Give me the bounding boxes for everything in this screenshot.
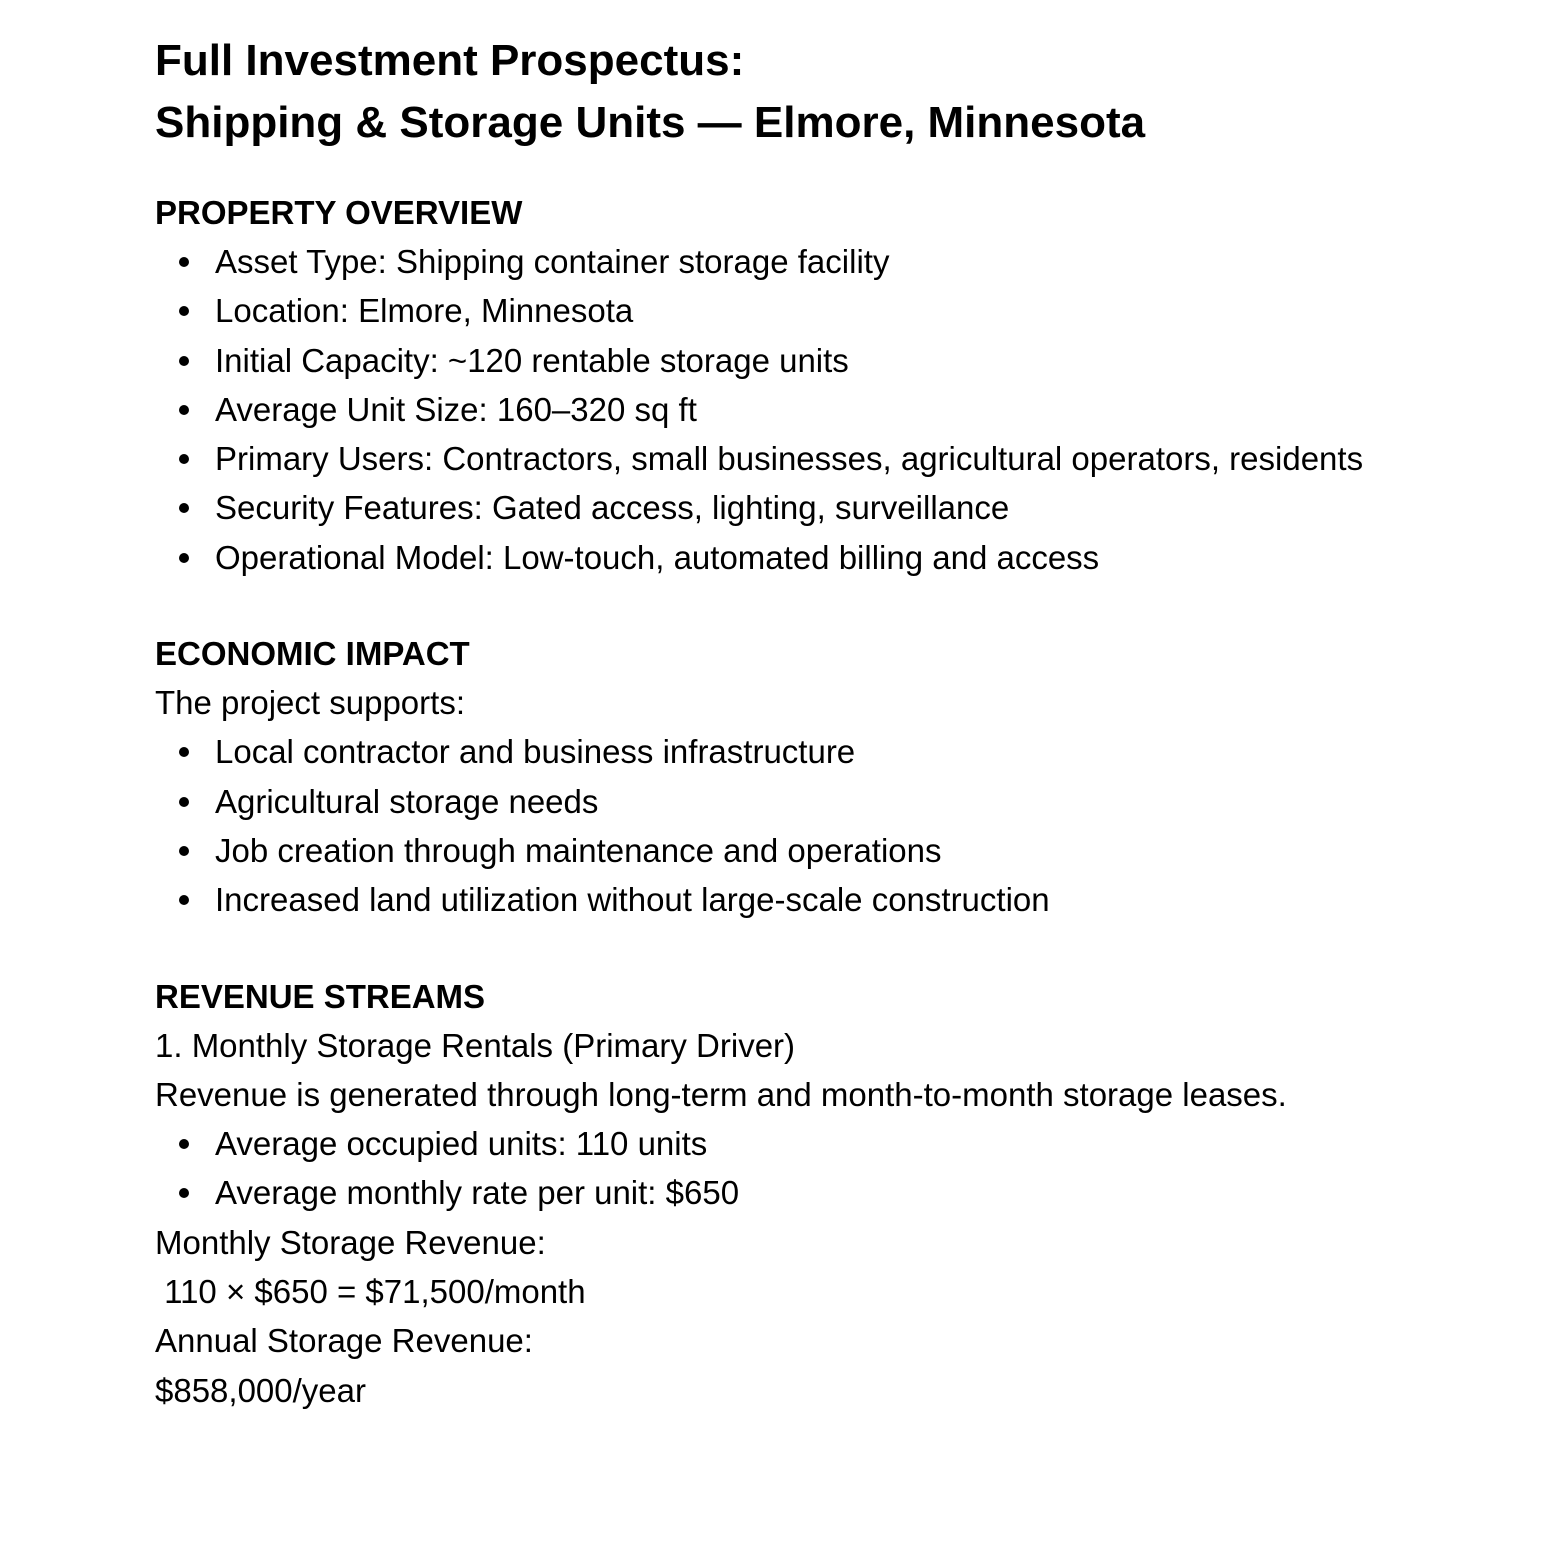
economic-impact-heading: ECONOMIC IMPACT bbox=[155, 635, 470, 673]
bullet-icon bbox=[179, 356, 189, 366]
list-item-text: Location: Elmore, Minnesota bbox=[215, 292, 634, 330]
bullet-icon bbox=[179, 553, 189, 563]
list-item-text: Agricultural storage needs bbox=[215, 782, 599, 820]
bullet-icon bbox=[179, 846, 189, 856]
list-item bbox=[155, 483, 1415, 532]
economic-impact-list bbox=[155, 727, 1415, 924]
bullet-icon bbox=[179, 306, 189, 316]
monthly-revenue-calculation: 110 × $650 = $71,500/month bbox=[155, 1273, 586, 1311]
list-item-text: Security Features: Gated access, lighting, surveillance bbox=[215, 489, 1010, 527]
revenue-streams-section bbox=[155, 972, 1415, 1415]
bullet-icon bbox=[179, 503, 189, 513]
annual-revenue-label: Annual Storage Revenue: bbox=[155, 1322, 533, 1360]
property-overview-list bbox=[155, 237, 1415, 582]
bullet-icon bbox=[179, 1139, 189, 1149]
list-item bbox=[155, 286, 1415, 335]
list-item-text: Primary Users: Contractors, small businesses, agricultural operators, residents bbox=[215, 440, 1364, 478]
list-item-text: Average Unit Size: 160–320 sq ft bbox=[215, 390, 697, 428]
list-item bbox=[155, 1168, 1415, 1217]
list-item bbox=[155, 434, 1415, 483]
list-item bbox=[155, 385, 1415, 434]
economic-impact-section bbox=[155, 629, 1415, 924]
economic-impact-intro: The project supports: bbox=[155, 684, 465, 722]
bullet-icon bbox=[179, 747, 189, 757]
bullet-icon bbox=[179, 405, 189, 415]
list-item bbox=[155, 336, 1415, 385]
title-line-1: Full Investment Prospectus: bbox=[155, 36, 745, 85]
list-item-text: Operational Model: Low-touch, automated billing and access bbox=[215, 538, 1100, 576]
document-title bbox=[155, 30, 1415, 154]
property-overview-heading: PROPERTY OVERVIEW bbox=[155, 194, 523, 231]
property-overview-section bbox=[155, 188, 1415, 582]
annual-revenue-value: $858,000/year bbox=[155, 1371, 367, 1409]
revenue-assumptions-list bbox=[155, 1119, 1415, 1218]
list-item-text: Asset Type: Shipping container storage facility bbox=[215, 243, 890, 280]
title-line-2: Shipping & Storage Units — Elmore, Minnesota bbox=[155, 98, 1146, 147]
list-item bbox=[155, 777, 1415, 826]
list-item-text: Initial Capacity: ~120 rentable storage units bbox=[215, 341, 849, 379]
bullet-icon bbox=[179, 1188, 189, 1198]
list-item bbox=[155, 1119, 1415, 1168]
list-item bbox=[155, 727, 1415, 776]
list-item-text: Local contractor and business infrastructure bbox=[215, 733, 856, 771]
bullet-icon bbox=[179, 797, 189, 807]
revenue-subheading: 1. Monthly Storage Rentals (Primary Driver) bbox=[155, 1026, 796, 1064]
list-item bbox=[155, 875, 1415, 924]
list-item-text: Increased land utilization without large-scale construction bbox=[215, 881, 1050, 919]
list-item-text: Average occupied units: 110 units bbox=[215, 1125, 708, 1163]
monthly-revenue-label: Monthly Storage Revenue: bbox=[155, 1223, 546, 1261]
revenue-streams-heading: REVENUE STREAMS bbox=[155, 977, 486, 1015]
bullet-icon bbox=[179, 257, 189, 267]
list-item bbox=[155, 826, 1415, 875]
bullet-icon bbox=[179, 454, 189, 464]
list-item bbox=[155, 237, 1415, 286]
revenue-description: Revenue is generated through long-term and month-to-month storage leases. bbox=[155, 1075, 1287, 1113]
list-item-text: Job creation through maintenance and operations bbox=[215, 831, 942, 869]
list-item bbox=[155, 533, 1415, 582]
bullet-icon bbox=[179, 895, 189, 905]
list-item-text: Average monthly rate per unit: $650 bbox=[215, 1174, 740, 1212]
prospectus-document bbox=[155, 30, 1415, 1415]
